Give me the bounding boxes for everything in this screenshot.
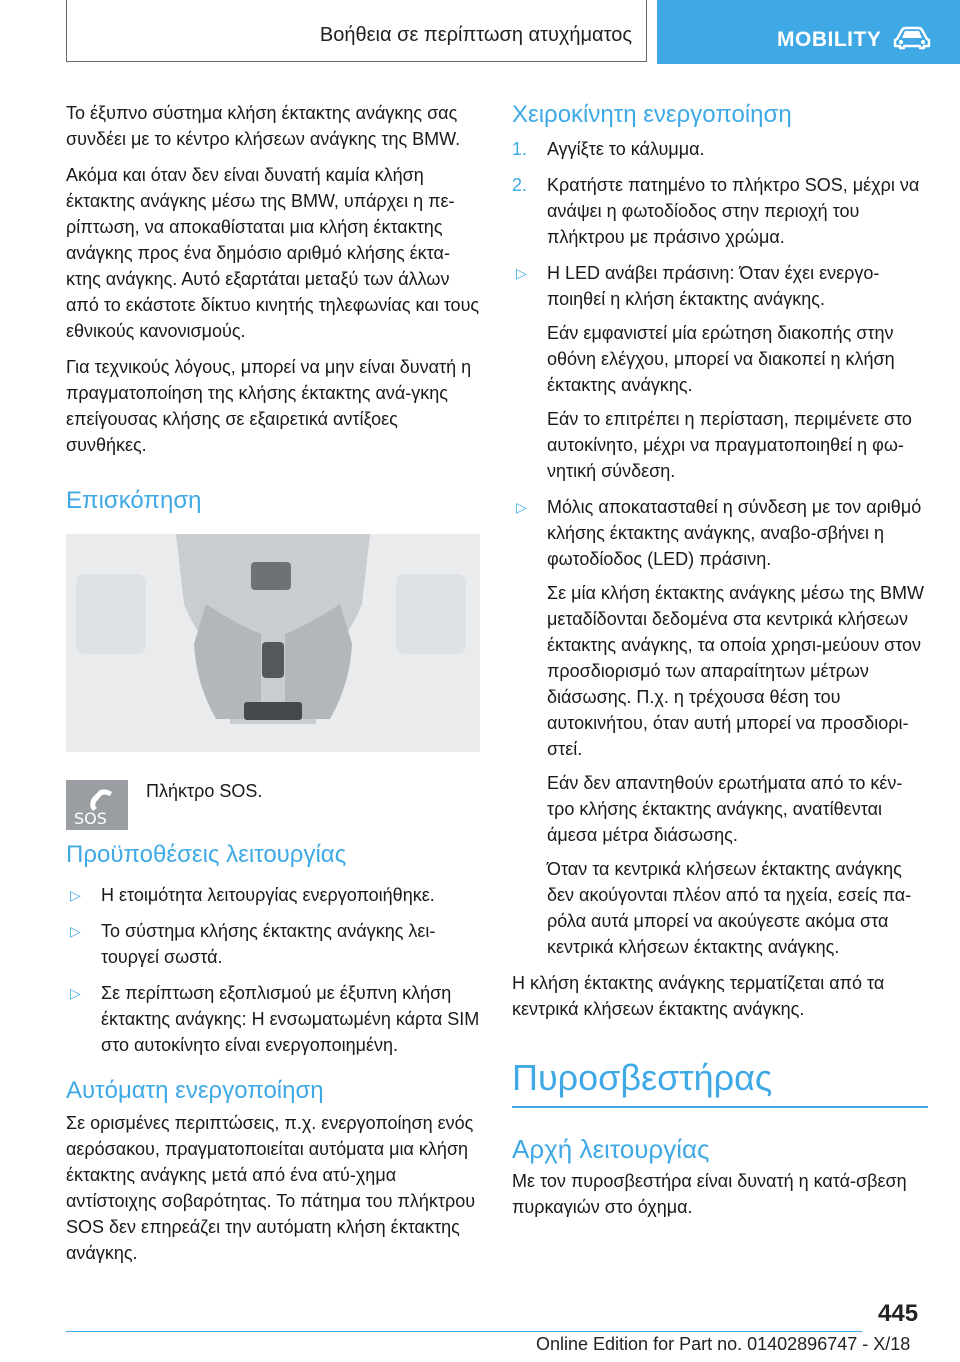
sos-legend [66, 768, 480, 840]
intro-paragraph-2: Ακόμα και όταν δεν είναι δυνατή καμία κλήση έκτακτης ανάγκης μέσω της BMW, υπάρχει η πε-ρίπτωση, να αποκαθίσταται μια κλήση έκτακτης ανάγκης προς ένα δημόσιο αριθμό κλήσης έκτα-κτης ανάγκης. Αυτό εξαρτάται μεταξύ των άλλων από το εκάστοτε δίκτυο κινητής τηλεφωνίας και τους εθνικούς κανονισμούς. [66, 165, 480, 341]
intro-paragraph-1: Το έξυπνο σύστημα κλήση έκτακτης ανάγκης σας συνδέει με το κέντρο κλήσεων ανάγκης της BMW. [66, 103, 461, 149]
extinguisher-heading: Πυροσβεστήρας [512, 1057, 773, 1098]
overhead-console-photo [66, 534, 480, 752]
overview-heading: Επισκόπηση [66, 487, 202, 514]
triangle-bullet-icon: ▷ [70, 923, 81, 939]
list-item: ▷ Η LED ανάβει πράσινη: Όταν έχει ενεργο-ποιηθεί η κλήση έκτακτης ανάγκης. Εάν εμφανιστεί μία ερώτηση διακοπής στην οθόνη ελέγχου, μπορεί να διακοπεί η κλήση έκτακτης ανάγκης. Εάν το επιτρέπει η περίσταση, περιμένετε στο αυτοκίνητο, μέχρι να πραγματοποιηθεί η φω-νητική σύνδεση. [512, 260, 928, 484]
chapter-tab [657, 0, 960, 64]
list-item: ▷ Η ετοιμότητα λειτουργίας ενεργοποιήθηκε. [66, 882, 480, 908]
list-item: 1. Αγγίξτε το κάλυμμα. [512, 139, 705, 159]
list-item: ▷ Το σύστημα κλήσης έκτακτης ανάγκης λει-τουργεί σωστά. [66, 918, 480, 970]
header-section-box [66, 0, 647, 62]
sos-button-icon [66, 780, 128, 830]
triangle-bullet-icon: ▷ [516, 265, 527, 281]
list-item: ▷ Σε περίπτωση εξοπλισμού με έξυπνη κλήση έκτακτης ανάγκης: Η ενσωματωμένη κάρτα SIM στο αυτοκίνητο είναι ενεργοποιημένη. [66, 980, 480, 1058]
edition-footer: Online Edition for Part no. 01402896747 - X/18 [536, 1334, 911, 1354]
list-item: 2. Κρατήστε πατημένο το πλήκτρο SOS, μέχρι να ανάψει η φωτοδίοδος στην περιοχή του πλήκτρου με πράσινο χρώμα. [512, 175, 920, 247]
prerequisites-list [66, 882, 480, 1058]
manual-activation-heading: Χειροκίνητη ενεργοποίηση [512, 101, 792, 128]
sos-legend-label: Πλήκτρο SOS. [146, 781, 263, 801]
section-divider [512, 1106, 928, 1108]
right-column [512, 100, 928, 1230]
triangle-bullet-icon: ▷ [70, 985, 81, 1001]
sos-icon-label: SOS [74, 809, 107, 828]
list-item: ▷ Μόλις αποκατασταθεί η σύνδεση με τον αριθμό κλήσης έκτακτης ανάγκης, αναβο-σβήνει η φωτοδίοδος (LED) πράσινη. Σε μία κλήση έκτακτης ανάγκης μέσω της BMW μεταδίδονται δεδομένα στα κεντρικά κλήσεων έκτακτης ανάγκης, τα οποία χρησι-μεύουν στον προσδιορισμό των απαραίτητων μέτρων διάσωσης. Π.χ. η τρέχουσα θέση του αυτοκινήτου, όταν αυτή μπορεί να προσδιορι-στεί. Εάν δεν απαντηθούν ερωτήματα από το κέν-τρο κλήσης έκτακτης ανάγκης, ανατίθενται άμεσα μέτρα διάσωσης. Όταν τα κεντρικά κλήσεων έκτακτης ανάγκης δεν ακούγονται πλέον από τα ηχεία, εσείς πα-ρόλα αυτά μπορεί να ακούγεστε ακόμα στα κεντρικά κλήσεων έκτακτης ανάγκης. [512, 494, 928, 960]
principle-text: Με τον πυροσβεστήρα είναι δυνατή η κατά-σβεση πυρκαγιών στο όχημα. [512, 1171, 907, 1217]
end-text: Η κλήση έκτακτης ανάγκης τερματίζεται από τα κεντρικά κλήσεων έκτακτης ανάγκης. [512, 973, 885, 1019]
prerequisites-heading: Προϋποθέσεις λειτουργίας [66, 841, 347, 868]
triangle-bullet-icon: ▷ [516, 499, 527, 515]
car-icon [893, 26, 931, 50]
triangle-bullet-icon: ▷ [70, 887, 81, 903]
left-column [66, 100, 480, 1276]
intro-paragraph-3: Για τεχνικούς λόγους, μπορεί να μην είναι δυνατή η πραγματοποίηση της κλήσης έκτακτης ανά-γκης επείγουσας κλήσης σε εξαιρετικά αντίξοες συνθήκες. [66, 357, 472, 455]
section-title: Βοήθεια σε περίπτωση ατυχήματος [319, 24, 632, 46]
manual-steps-list [512, 136, 928, 960]
page-number: 445 [878, 1300, 919, 1327]
auto-activation-heading: Αυτόματη ενεργοποίηση [66, 1077, 324, 1104]
footer-rule [66, 1331, 862, 1332]
principle-heading: Αρχή λειτουργίας [512, 1134, 710, 1164]
chapter-title: MOBILITY [777, 28, 882, 51]
auto-activation-text: Σε ορισμένες περιπτώσεις, π.χ. ενεργοποίηση ενός αερόσακου, πραγματοποιείται αυτόματα μια κλήση έκτακτης ανάγκης μετά από ένα ατύ-χημα αντίστοιχης σοβαρότητας. Το πάτημα του πλήκτρου SOS δεν επηρεάζει την αυτόματη κλήση έκτακτης ανάγκης. [66, 1113, 476, 1263]
